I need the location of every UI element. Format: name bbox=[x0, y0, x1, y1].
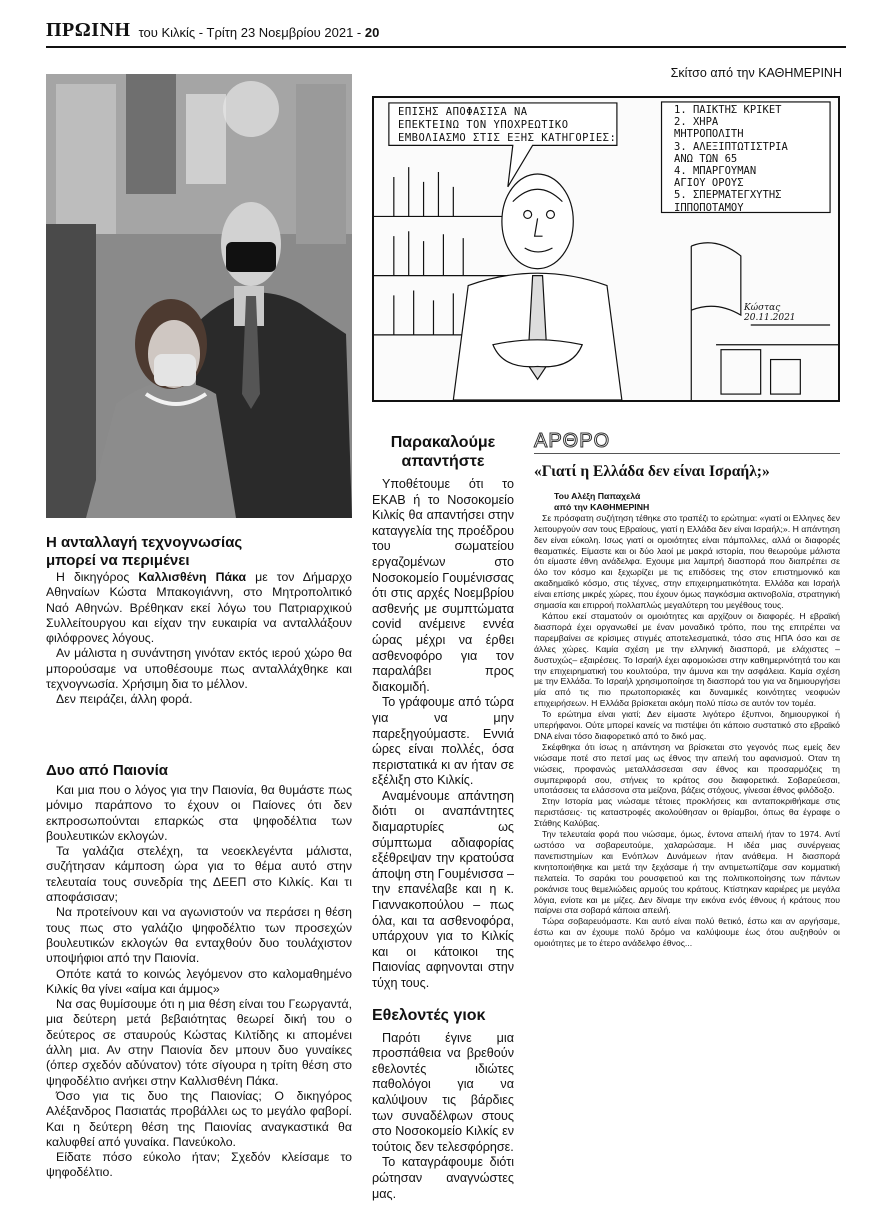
cartoon-list bbox=[674, 104, 788, 214]
middle-column bbox=[372, 433, 514, 1202]
story-title: Παρακαλούμε απαντήστε bbox=[390, 434, 496, 470]
story-exchange bbox=[46, 534, 352, 708]
article-paragraph: Κάπου εκεί σταματούν οι ομοιότητες και αρχίζουν οι διαφορές. Η εβραϊκή διασπορά έχει οργανωθεί με έναν μοναδικό τρόπο, που της επιτρέπει να παρεμβαίνει σε κρίσιμες στιγμές αποτελεσματικά, τόσο στις ΗΠΑ όσο και σε άλλες χώρες. Καμία σχέση με την ελληνική διασπορά, με ελάχιστες –δυστυχώς– εξαιρέσεις. Το Ισραήλ έχει αφομοιώσει στην καθημερινότητά του και την επιχειρηματική του κουλτούρα, την άμυνα και την ασφάλεια. Καμία σχέση με την Ελλάδα. Το Ισραήλ χρησιμοποίησε τη διασπορά του για να δημιουργήσει μία από τις πιο πρωτοποριακές και δυναμικές κοινότητες νεοφυών επιχειρήσεων. Η Ελλάδα βρίσκεται ακόμη πολύ πίσω σε αυτόν τον τομέα. bbox=[534, 610, 840, 709]
page-number: 20 bbox=[364, 25, 380, 40]
article-paragraph: Την τελευταία φορά που νιώσαμε, όμως, έντονα απειλή ήταν το 1974. Αντί ωστόσο να σοβαρευτούμε, χαλαρώσαμε. Η ιδέα μιας συνέργειας πανεπιστημίων και Ενόπλων Δυνάμεων ήταν ανάθεμα. Η διασπορά κινητοποιήθηκε και μετά την ξεχάσαμε ή την αντιμετωπίζαμε σαν κομματική πελατεία. Το σαράκι του ρουσφετιού και της πολιτικοποίησης των πάντων ροκάνισε τους θεμελιώδεις αρμούς του κράτους. Κτίστηκαν καριέρες με μεγάλα λόγια, ενίοτε και με μίζες. Δεν δίναμε την εικόνα ενός έθνους ή κράτους που παίρνει στα σοβαρά κάποια απειλή. bbox=[534, 829, 840, 916]
story-paragraph: Παρότι έγινε μια προσπάθεια να βρεθούν εθελοντές ιδιώτες παθολόγοι για να καλύψουν τις βάρδιες των συναδέλφων στους στο Νοσοκομείο Κιλκίς εν τούτοις δεν τελεσφόρησε. bbox=[372, 1030, 514, 1154]
story-paragraph: Υποθέτουμε ότι το ΕΚΑΒ ή το Νοσοκομείο Κιλκίς θα απαντήσει στην καταγγελία της προέδρου του σωματείου εργαζομένων στο Νοσοκομείο Γουμένισσας ότι στις αρχές Νοεμβρίου ασθενής με συμπτώματα covid ανέμεινε εννέα ώρας μέχρι να έρθει ασθενοφόρο για τον παραλάβει προς διακομιδή. bbox=[372, 477, 514, 694]
editorial-cartoon bbox=[372, 96, 840, 402]
story-paragraph: Όσο για τις δυο της Παιονίας; Ο δικηγόρος Αλέξανδρος Πασιατάς προβάλλει ως το μεγάλο φαβορί. Και η δεύτερη θέση της Παιονίας αναγκαστικά θα καλυφθεί από γυναίκα. Πανεύκολο. bbox=[46, 1088, 352, 1149]
story-paragraph: Η δικηγόρος Καλλισθένη Πάκα με τον Δήμαρχο Αθηναίων Κώστα Μπακογιάννη, στο Μητροπολιτικό Ναό Αθηνών. Βρέθηκαν εκεί λόγω του Πατριαρχικού Συλλείτουργου και είχαν την ευκαιρία να ανταλλάξουν φιλόφρονες λόγους. bbox=[46, 570, 353, 646]
story-paragraph: Είδατε πόσο εύκολο ήταν; Σχεδόν κλείσαμε το ψηφοδέλτιο. bbox=[46, 1150, 352, 1180]
byline: Του Αλέξη Παπαχελά από την ΚΑΘΗΜΕΡΙΝΗ bbox=[554, 491, 650, 512]
article-paragraph: Τώρα σοβαρευόμαστε. Και αυτό είναι πολύ θετικό, έστω και αν αργήσαμε, έστω και αν έχουμε πολύ δρόμο να καλύψουμε έως ότου αυξηθούν οι ομοιότητες με το έτερο ανάδελφο έθνος... bbox=[534, 916, 840, 949]
cartoon-list-item: 3. ΑΛΕΞΙΠΤΩΤΙΣΤΡΙΑ bbox=[674, 140, 788, 153]
speech-line: ΕΜΒΟΛΙΑΣΜΟ ΣΤΙΣ ΕΞΗΣ ΚΑΤΗΓΟΡΙΕΣ: bbox=[398, 132, 617, 144]
cartoon-list-item: 5. ΣΠΕΡΜΑΤΕΓΧΥΤΗΣ bbox=[674, 189, 782, 202]
story-paionia bbox=[46, 762, 352, 1181]
highlighted-name: Καλλισθένη Πάκα bbox=[138, 570, 247, 584]
story-paragraph: Και μια που ο λόγος για την Παιονία, θα θυμάστε πως μόνιμο παράπονο το έχουν οι Παίονες ότι δεν εκπροσωπούνται επαρκώς στα ψηφοδέλτια των βουλευτικών εκλογών. bbox=[46, 783, 352, 843]
story-paragraph: Τα γαλάζια στελέχη, τα νεοεκλεγέντα μάλιστα, συζήτησαν κάμποση ώρα για το θέμα αυτό στην τελευταία τους συνεδρία της ΔΕΕΠ στο Κιλκίς. Και τι αποφάσισαν; bbox=[46, 844, 352, 905]
cartoonist-signature: Κώστας 20.11.2021 bbox=[744, 303, 796, 323]
article-paragraph: Σε πρόσφατη συζήτηση τέθηκε στο τραπέζι το ερώτημα: «γιατί οι Ελληνες δεν λειτουργούν σαν τους Εβραίους, γιατί η Ελλάδα δεν είναι Ισραήλ;». Η απάντηση δεν είναι εύκολη. Ισως γιατί οι ομοιότητες είναι πάμπολλες, αλλά οι διαφορές θεαματικές. Είμαστε και οι δύο λαοί με μακρά ιστορία, που θεωρούμε μάλιστα ότι είμαστε έθνη ανάδελφα. Εχουμε μια λαμπρή διασπορά που διαπρέπει σε όλο τον κόσμο και ξεχωρίζει με τις επιδόσεις της στον επιστημονικό και ακαδημαϊκό κόσμο, στις τέχνες, στην επιχειρηματικότητα. Ελλάδα και Ισραήλ είναι επίσης μικρές χώρες, που έχουν όμως παγκόσμια ακτινοβολία, στρατηγική σημασία και επιρροή πολλαπλώς μεγαλύτερη του μεγέθους τους. bbox=[534, 512, 840, 611]
cartoon-list-item: 2. ΧΗΡΑ bbox=[674, 116, 719, 129]
speech-line: ΕΠΙΣΗΣ ΑΠΟΦΑΣΙΣΑ ΝΑ bbox=[398, 106, 528, 118]
story-paragraph: Το καταγράφουμε διότι ρώτησαν αναγνώστες μας. bbox=[372, 1155, 514, 1201]
article-paragraph: Σκέφθηκα ότι ίσως η απάντηση να βρίσκεται στο γεγονός πως εμείς δεν νιώσαμε ποτέ στο πετσί μας ως έθνος την απειλή του αφανισμού. Οταν τη νιώσεις, προφανώς μεταλλάσσεσαι σαν έθνος και προσαρμόζεις τη συμπεριφορά σου, στήνεις το κράτος σου διαφορετικά. Σοβαρεύεσαι, υποτάσσεις τα ελάσσονα στα μείζονα, βάζεις στόχους, γίνεσαι έθνος φιλόδοξο. bbox=[534, 741, 840, 796]
story-paragraph: Αναμένουμε απάντηση διότι οι αναπάντητες διαμαρτυρίες ως σύμπτωμα αδιαφορίας εξέθρεψαν την κρατούσα άποψη στη Γουμένισσα – την επανέλαβε και η κ. Γιαννακοπούλου – πως όλα, και τα ασθενοφόρα, υπάρχουν για το Κιλκίς και οι κάτοικοι της Παιονίας αφηνονται στην τύχη τους. bbox=[372, 788, 514, 990]
story-title: Εθελοντές γιοκ bbox=[372, 1006, 486, 1024]
story-paragraph: Οπότε κατά το κοινώς λεγόμενον στο καλομαθημένο Κιλκίς θα γίνει «αίμα και άμμος» bbox=[46, 966, 352, 996]
story-paragraph: Αν μάλιστα η συνάντηση γινόταν εκτός ιερού χώρο θα μπορούσαμε να υποθέσουμε πως ανταλλάχθηκε και τεχνογνωσία. Χρήσιμη δια το μέλλον. bbox=[46, 646, 352, 692]
masthead bbox=[46, 18, 846, 48]
article-paragraph: Στην Ιστορία μας νιώσαμε τέτοιες προκλήσεις και ανταποκριθήκαμε στις περιστάσεις· τις καταστροφές ακολούθησαν οι θρίαμβοι, όπως θα έγραφε ο Στάθης Καλύβας. bbox=[534, 796, 840, 829]
news-photo bbox=[46, 74, 352, 518]
story-paragraph: Να προτείνουν και να αγωνιστούν να περάσει η θέση τους πως στο γαλάζιο ψηφοδέλτιο των προσεχών βουλευτικών εκλογών θα ενταχθούν δυο τουλάχιστον υποψήφιοι από την Παιονία. bbox=[46, 905, 352, 966]
story-paragraph: Να σας θυμίσουμε ότι η μια θέση είναι του Γεωργαντά, μια δεύτερη μετά βεβαιότητας θεωρεί δική του ο δεύτερος σε σταυρούς Κώστας Κιλτίδης κι απομένει άλλη μια. Αν στην Παιονία δεν μπουν δυο γυναίκες (όπερ σχεδόν αδύνατον) τότε σίγουρα η τρίτη θέση στο ψηφοδέλτιο ανήκει στην Καλλισθένη Πάκα. bbox=[46, 997, 352, 1088]
issue-date: του Κιλκίς - Τρίτη 23 Νοεμβρίου 2021 - 20 bbox=[138, 25, 380, 40]
article-title: «Γιατί η Ελλάδα δεν είναι Ισραήλ;» bbox=[534, 463, 770, 480]
cartoon-list-item: ΑΝΩ ΤΩΝ 65 bbox=[674, 152, 738, 165]
paper-name: ΠΡΩΙΝΗ bbox=[46, 19, 131, 41]
cartoon-list-item: 1. ΠΑΙΚΤΗΣ ΚΡΙΚΕΤ bbox=[674, 104, 782, 116]
cartoon-list-item: ΜΗΤΡΟΠΟΛΙΤΗ bbox=[674, 128, 744, 141]
rubric-label: ΑΡΘΡΟ bbox=[534, 430, 611, 452]
cartoon-list-item: ΑΓΙΟΥ ΟΡΟΥΣ bbox=[674, 177, 744, 190]
story-title: Δυο από Παιονία bbox=[46, 762, 168, 779]
speech-bubble bbox=[398, 106, 616, 145]
cartoon-list-item: ΙΠΠΟΠΟΤΑΜΟΥ bbox=[674, 201, 744, 214]
story-paragraph: Δεν πειράζει, άλλη φορά. bbox=[56, 692, 193, 707]
sketch-credit: Σκίτσο από την ΚΑΘΗΜΕΡΙΝΗ bbox=[670, 66, 842, 80]
story-title: Η ανταλλαγή τεχνογνωσίας μπορεί να περιμένει bbox=[46, 534, 243, 569]
article-paragraph: Το ερώτημα είναι γιατί; Δεν είμαστε λιγότερο έξυπνοι, δημιουργικοί ή υπερήφανοι. Ούτε μπορεί κανείς να πιστέψει ότι κάποιο συστατικό στο εβραϊκό DNA είναι τόσο διαφορετικό από το δικό μας. bbox=[534, 709, 840, 741]
cartoon-list-item: 4. ΜΠΑΡΓΟΥΜΑΝ bbox=[674, 165, 757, 178]
opinion-article bbox=[534, 430, 840, 949]
speech-line: ΕΠΕΚΤΕΙΝΩ ΤΟΝ ΥΠΟΧΡΕΩΤΙΚΟ bbox=[398, 119, 569, 131]
story-paragraph: Το γράφουμε από τώρα για να μην παρεξηγούμαστε. Εννιά ώρες είναι πολλές, όσα περιστατικά κι αν ήταν σε εξέλιξη στο Κιλκίς. bbox=[372, 695, 514, 788]
rubric-bar bbox=[534, 430, 840, 454]
photo-illustration bbox=[46, 74, 352, 518]
